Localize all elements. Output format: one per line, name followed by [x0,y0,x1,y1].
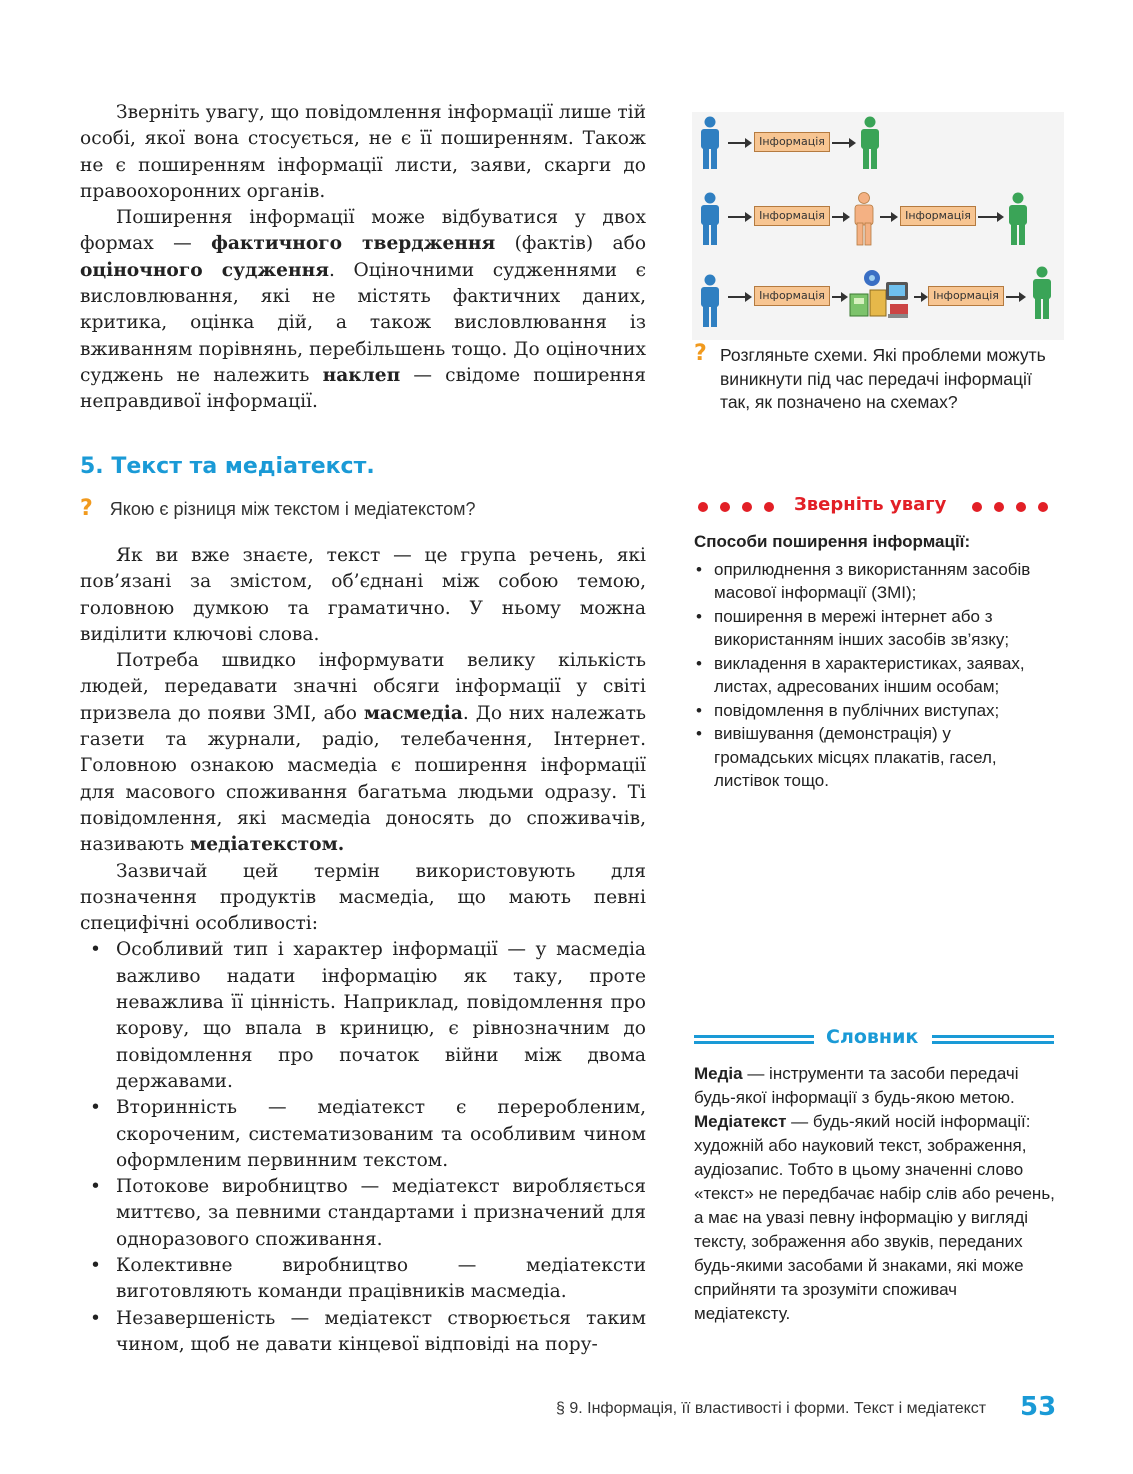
info-box: Інформація [900,206,976,226]
main-text-bottom [80,543,646,1358]
receiver-person-icon [1030,266,1054,320]
dot-icon [698,502,708,512]
divider [694,1035,814,1038]
arrow-icon [832,216,848,218]
arrow-icon [880,216,896,218]
attention-subtitle: Способи поширення інформації: [694,532,971,551]
list-item: • вивішування (демонстрація) у громадських місцях плакатів, гасел, листівок тощо. [694,722,1054,793]
receiver-person-icon [1006,192,1030,246]
main-text-top [80,100,646,416]
dot-icon [1016,502,1026,512]
sender-person-icon [698,274,722,328]
list-item: • поширення в мережі інтернет або з використанням інших засобів зв’язку; [694,605,1054,652]
attention-title: Зверніть увагу [794,494,947,515]
info-box: Інформація [754,286,830,306]
attention-body [694,530,1054,793]
question-icon: ? [694,341,707,366]
paragraph: Зверніть увагу, що повідомлення інформації лише тій особі, якої вона стосується, не є її поширенням. Також не є поширенням інформації листи, заяви, скарги до правоохоронних органів. [80,102,646,202]
dictionary-header [694,1026,1056,1054]
dot-icon [994,502,1004,512]
list-item: • Незавершеність — медіатекст створюється таким чином, щоб не давати кінцевої відповіді на пору- [80,1306,646,1359]
list-item: • викладення в характеристиках, заявах, листах, адресованих іншим особам; [694,652,1054,699]
dot-icon [764,502,774,512]
arrow-icon [832,296,846,298]
paragraph: Зазвичай цей термін використовують для позначення продуктів масмедіа, що мають певні специфічні особливості: [80,860,646,935]
dictionary-entry: Медіатекст — будь-який носій інформації: художній або науковий текст, зображення, аудіозапис. Тобто в цьому значенні слово «текст» не передбачає набір слів або речень, а має на увазі певну інформацію у вигляді тексту, зображення або звуків, переданих будь-якими засобами й знаками, які може сприйняти та зрозуміти споживач медіатексту. [694,1112,1055,1323]
info-box: Інформація [754,132,830,152]
list-item: • Вторинність — медіатекст є переробленим, скороченим, систематизованим та особливим чином оформленим первинним текстом. [80,1095,646,1174]
arrow-icon [914,296,926,298]
dictionary-body [694,1062,1056,1326]
features-list [80,937,646,1358]
sender-person-icon [698,116,722,170]
list-item: • Колективне виробництво — медіатексти виготовляють команди працівників масмедіа. [80,1253,646,1306]
dot-icon [720,502,730,512]
sender-person-icon [698,192,722,246]
list-item: • повідомлення в публічних виступах; [694,699,1054,723]
dictionary-title: Словник [826,1026,919,1048]
paragraph: Поширення інформації може відбуватися у двох формах — фактичного твердження (фактів) або оціночного судження. Оціночними судженнями є висловлювання, які не містять фактичних даних, критика, оцінка дій, а також висловлювання із вживанням порівнянь, перебільшень тощо. До оціночних суджень не належить наклеп — свідоме поширення неправдивої інформації. [80,207,647,413]
attention-list [694,558,1054,793]
info-box: Інформація [754,206,830,226]
arrow-icon [978,216,1002,218]
divider [932,1041,1054,1044]
dot-icon [1038,502,1048,512]
dictionary-entry: Медіа — інструменти та засоби передачі будь-якої інформації з будь-якою метою. [694,1064,1019,1107]
info-box: Інформація [928,286,1004,306]
divider [694,1041,814,1044]
list-item: • Особливий тип і характер інформації — у масмедіа важливо надати інформацію як таку, проте неважлива її цінність. Наприклад, повідомлення про корову, що впала в криницю, є рівнозначним до повідомлення про початок війни між двома державами. [80,937,646,1095]
list-item: • Потокове виробництво — медіатекст виробляється миттєво, за певними стандартами і призначений для одноразового споживання. [80,1174,646,1253]
receiver-person-icon [858,116,882,170]
arrow-icon [728,296,750,298]
divider [932,1035,1054,1038]
dot-icon [972,502,982,512]
list-item: • оприлюднення з використанням засобів масової інформації (ЗМІ); [694,558,1054,605]
attention-header [694,494,1064,522]
page-number: 53 [1020,1392,1057,1422]
paragraph: Як ви вже знаєте, текст — це група речень, які пов’язані за змістом, об’єднані між собою темою, головною думкою та граматично. У ньому можна виділити ключові слова. [80,545,646,645]
arrow-icon [1006,296,1024,298]
diagram-caption: ? Розгляньте схеми. Які проблеми можуть виникнути під час передачі інформації так, як позначено на схемах? [694,341,1046,412]
running-footer: § 9. Інформація, її властивості і форми. Текст і медіатекст [556,1400,987,1417]
paragraph: Потреба швидко інформувати велику кількість людей, передавати значні обсяги інформації у світі призвела до появи ЗМІ, або масмедіа. До них належать газети та журнали, радіо, телебачення, Інтернет. Головною ознакою масмедіа є поширення інформації для масового споживання багатьма людьми одразу. Ті повідомлення, які масмедіа доносять до споживачів, називають медіатекстом. [80,650,646,856]
dot-icon [742,502,752,512]
section-title: 5. Текст та медіатекст. [80,454,375,479]
section-question: ? Якою є різниця між текстом і медіатекстом? [80,496,476,521]
information-transfer-diagram [692,112,1064,340]
arrow-icon [728,216,750,218]
question-icon: ? [80,496,93,521]
media-devices-icon [848,268,912,322]
intermediary-person-icon [852,192,876,246]
arrow-icon [728,142,750,144]
arrow-icon [832,142,854,144]
